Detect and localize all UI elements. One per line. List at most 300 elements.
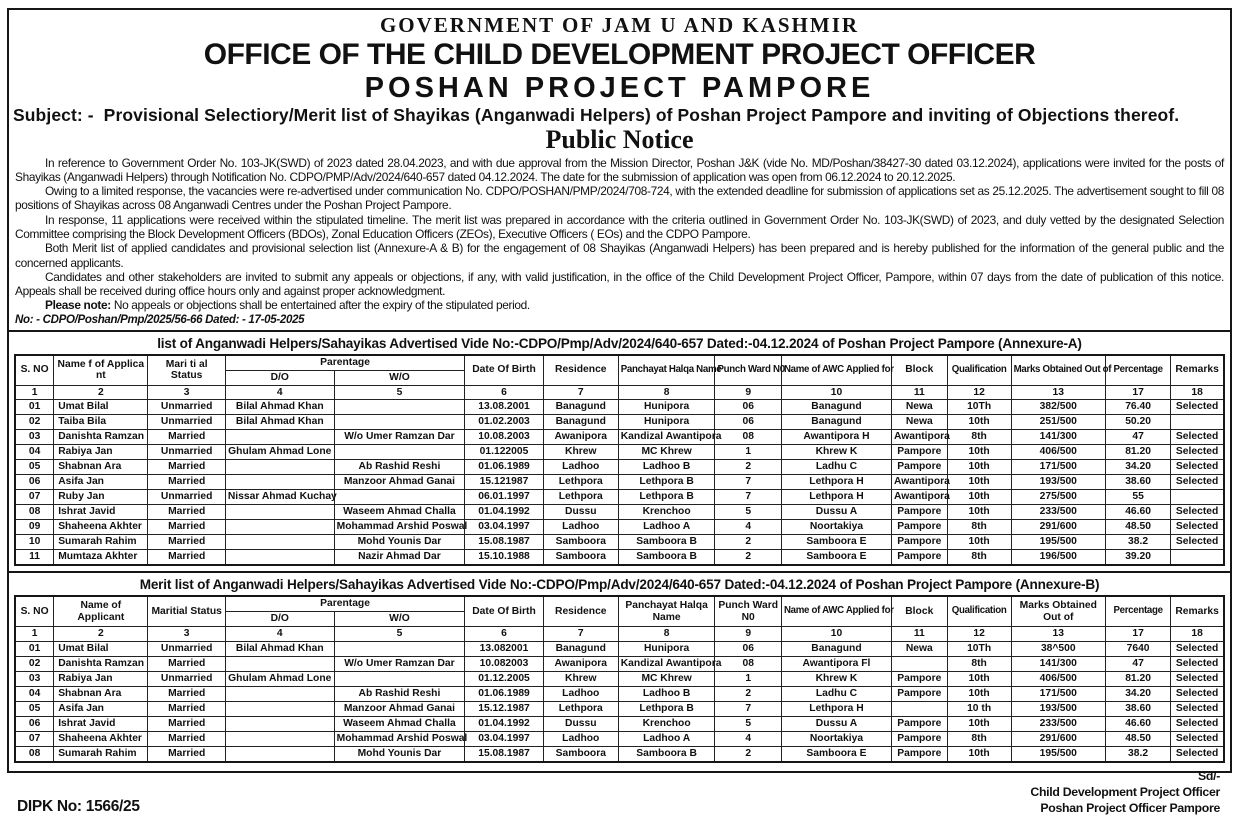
table-cell: Banagund bbox=[543, 641, 618, 656]
table-cell: Mumtaza Akhter bbox=[54, 550, 148, 566]
col-header-wo: W/O bbox=[334, 370, 465, 385]
column-number-cell: 1 bbox=[15, 627, 54, 642]
table-cell: Nazir Ahmad Dar bbox=[334, 550, 465, 566]
table-cell: 193/500 bbox=[1011, 701, 1105, 716]
table-cell: 01.04.1992 bbox=[465, 505, 544, 520]
document-frame bbox=[7, 8, 1232, 815]
table-cell: 291/600 bbox=[1011, 520, 1105, 535]
table-cell: Khrew K bbox=[781, 445, 891, 460]
table-cell: Pampore bbox=[891, 505, 947, 520]
table-cell: 01.122005 bbox=[465, 445, 544, 460]
table-cell: 8th bbox=[947, 656, 1011, 671]
table-cell: 233/500 bbox=[1011, 716, 1105, 731]
reference-line: No: - CDPO/Poshan/Pmp/2025/56-66 Dated: - 17-05-2025 bbox=[15, 313, 305, 326]
table-cell: 13.082001 bbox=[465, 641, 544, 656]
table-cell: 195/500 bbox=[1011, 746, 1105, 762]
table-cell: Unmarried bbox=[148, 641, 225, 656]
table-cell: Khrew bbox=[543, 671, 618, 686]
table-cell: Pampore bbox=[891, 445, 947, 460]
signature-block bbox=[1030, 769, 1224, 817]
table-cell: Banagund bbox=[781, 641, 891, 656]
table-cell: 76.40 bbox=[1105, 400, 1170, 415]
table-cell bbox=[225, 475, 334, 490]
table-cell: 2 bbox=[715, 686, 781, 701]
table-cell: Ab Rashid Reshi bbox=[334, 686, 465, 701]
table-row bbox=[15, 671, 1224, 686]
col-header-marks: Marks Obtained Out of bbox=[1011, 596, 1105, 627]
table-cell: Ishrat Javid bbox=[54, 716, 148, 731]
col-header-date-of-birth: Date Of Birth bbox=[465, 355, 544, 386]
col-header-parentage: Parentage bbox=[225, 355, 464, 371]
table-cell: 08 bbox=[715, 656, 781, 671]
notice-paragraph: Owing to a limited response, the vacancies were re-advertised under communication No. CDPO/POSHAN/PMP/2024/708-724, with the extended deadline for submission of applications set as 25.12.2025. The advertisement sought to fill 08 positions of Shayikas across 08 Anganwadi Centres under the Poshan Project Pampore. bbox=[15, 184, 1224, 213]
table-cell: Samboora bbox=[543, 535, 618, 550]
table-cell bbox=[1171, 415, 1224, 430]
column-number-cell: 8 bbox=[618, 627, 715, 642]
table-cell: Mohammad Arshid Poswal bbox=[334, 520, 465, 535]
table-cell: Umat Bilal bbox=[54, 400, 148, 415]
notice-paragraph: Both Merit list of applied candidates and provisional selection list (Annexure-A & B) for the engagement of 08 Shayikas (Anganwadi Helpers) has been prepared and is hereby published for the information of the general public and the concerned applicants. bbox=[15, 241, 1224, 270]
table-cell: Samboora E bbox=[781, 746, 891, 762]
table-cell: Taiba Bila bbox=[54, 415, 148, 430]
table-cell: Pampore bbox=[891, 520, 947, 535]
table-cell: Ladhu C bbox=[781, 460, 891, 475]
table-cell: 02 bbox=[15, 656, 54, 671]
col-header-wo: W/O bbox=[334, 612, 465, 627]
table-cell: Noortakiya bbox=[781, 520, 891, 535]
column-number-cell: 2 bbox=[54, 627, 148, 642]
table-cell: 05 bbox=[15, 460, 54, 475]
table-cell: Dussu A bbox=[781, 505, 891, 520]
table-row bbox=[15, 415, 1224, 430]
table-cell: Hunipora bbox=[618, 641, 715, 656]
table-cell: Pampore bbox=[891, 550, 947, 566]
table-cell: 171/500 bbox=[1011, 460, 1105, 475]
table-row bbox=[15, 460, 1224, 475]
table-cell: Danishta Ramzan bbox=[54, 430, 148, 445]
table-cell: 03.04.1997 bbox=[465, 731, 544, 746]
table-cell: 03.04.1997 bbox=[465, 520, 544, 535]
table-cell: 47 bbox=[1105, 656, 1170, 671]
table-cell: MC Khrew bbox=[618, 445, 715, 460]
table-cell: Waseem Ahmad Challa bbox=[334, 716, 465, 731]
office-line: OFFICE OF THE CHILD DEVELOPMENT PROJECT OFFICER bbox=[203, 38, 1036, 72]
table-cell: 195/500 bbox=[1011, 535, 1105, 550]
table-cell: Ladhoo bbox=[543, 686, 618, 701]
table-cell: Khrew bbox=[543, 445, 618, 460]
table-cell: Married bbox=[148, 430, 225, 445]
col-header-name: Name of Applicant bbox=[54, 596, 148, 627]
table-cell: 01.02.2003 bbox=[465, 415, 544, 430]
signatory-title-line2: Poshan Project Officer Pampore bbox=[1040, 800, 1220, 815]
table-header-row bbox=[15, 355, 1224, 371]
table-cell: Selected bbox=[1171, 520, 1224, 535]
table-cell: 10th bbox=[947, 445, 1011, 460]
table-cell: 10th bbox=[947, 671, 1011, 686]
col-header-punch-ward: Punch Ward N0 bbox=[715, 596, 781, 627]
dipk-number: DIPK No: 1566/25 bbox=[17, 797, 140, 815]
table-cell: Krenchoo bbox=[618, 505, 715, 520]
table-cell: Shaheena Akhter bbox=[54, 520, 148, 535]
table-cell: 15.10.1988 bbox=[465, 550, 544, 566]
project-line: POSHAN PROJECT PAMPORE bbox=[364, 71, 875, 104]
table-cell: Selected bbox=[1171, 641, 1224, 656]
table-cell: Noortakiya bbox=[781, 731, 891, 746]
table-cell: Ladhoo bbox=[543, 520, 618, 535]
column-number-cell: 18 bbox=[1171, 385, 1224, 400]
table-row bbox=[15, 656, 1224, 671]
table-cell: 2 bbox=[715, 535, 781, 550]
table-row bbox=[15, 475, 1224, 490]
table-cell bbox=[225, 686, 334, 701]
table-cell: Unmarried bbox=[148, 445, 225, 460]
table-cell: Samboora bbox=[543, 746, 618, 762]
table-cell: 06 bbox=[715, 415, 781, 430]
col-header-residence: Residence bbox=[543, 596, 618, 627]
table-cell: 08 bbox=[715, 430, 781, 445]
government-line: GOVERNMENT OF JAM U AND KASHMIR bbox=[379, 13, 860, 37]
table-cell: Ghulam Ahmad Lone bbox=[225, 445, 334, 460]
table-cell: Umat Bilal bbox=[54, 641, 148, 656]
please-note-text: No appeals or objections shall be entertained after the expiry of the stipulated period. bbox=[113, 298, 530, 313]
table-cell bbox=[225, 701, 334, 716]
table-cell: Lethpora bbox=[543, 490, 618, 505]
table-cell bbox=[334, 641, 465, 656]
table-cell: W/o Umer Ramzan Dar bbox=[334, 656, 465, 671]
table-row bbox=[15, 430, 1224, 445]
subject-text: Provisional Selectiory/Merit list of Shayikas (Anganwadi Helpers) of Poshan Project Pampore and inviting of Objections thereof. bbox=[103, 104, 1180, 125]
table-cell: Selected bbox=[1171, 430, 1224, 445]
table-cell: 2 bbox=[715, 460, 781, 475]
table-cell: Manzoor Ahmad Ganai bbox=[334, 475, 465, 490]
annexure-b-title: Merit list of Anganwadi Helpers/Sahayikas Advertised Vide No:-CDPO/Pmp/Adv/2024/640-657 Dated:-04.12.2024 of Poshan Project Pampore (Annexure-B) bbox=[139, 577, 1100, 593]
table-cell bbox=[225, 505, 334, 520]
table-cell: Lethpora B bbox=[618, 701, 715, 716]
col-header-marital-status: Maritial Status bbox=[148, 596, 225, 627]
table-cell: 10th bbox=[947, 686, 1011, 701]
table-cell: Mohd Younis Dar bbox=[334, 746, 465, 762]
table-cell: Pampore bbox=[891, 746, 947, 762]
table-cell: 8th bbox=[947, 520, 1011, 535]
table-cell: 48.50 bbox=[1105, 731, 1170, 746]
table-cell: 10.08.2003 bbox=[465, 430, 544, 445]
column-number-cell: 11 bbox=[891, 627, 947, 642]
table-cell: 34.20 bbox=[1105, 460, 1170, 475]
table-cell: Selected bbox=[1171, 701, 1224, 716]
table-cell: Banagund bbox=[543, 415, 618, 430]
table-cell bbox=[225, 656, 334, 671]
table-cell: Dussu A bbox=[781, 716, 891, 731]
table-cell: Married bbox=[148, 535, 225, 550]
table-cell bbox=[225, 430, 334, 445]
table-row bbox=[15, 535, 1224, 550]
table-cell: Married bbox=[148, 746, 225, 762]
table-cell: 4 bbox=[715, 520, 781, 535]
table-cell bbox=[334, 671, 465, 686]
signatory-title-line1: Child Development Project Officer bbox=[1030, 784, 1220, 799]
table-cell: 01.06.1989 bbox=[465, 686, 544, 701]
table-cell: Married bbox=[148, 505, 225, 520]
col-header-panchayat: Panchayat Halqa Name bbox=[618, 355, 715, 386]
table-cell: Manzoor Ahmad Ganai bbox=[334, 701, 465, 716]
table-cell: Married bbox=[148, 731, 225, 746]
table-cell: 39.20 bbox=[1105, 550, 1170, 566]
annexure-a-section bbox=[9, 330, 1230, 570]
table-cell: Samboora E bbox=[781, 550, 891, 566]
table-cell: 04 bbox=[15, 686, 54, 701]
table-cell: 38.60 bbox=[1105, 701, 1170, 716]
table-cell: 01.06.1989 bbox=[465, 460, 544, 475]
table-cell: 8th bbox=[947, 731, 1011, 746]
table-cell: Married bbox=[148, 686, 225, 701]
table-cell: Ladhoo bbox=[543, 460, 618, 475]
table-cell: 34.20 bbox=[1105, 686, 1170, 701]
table-cell: Selected bbox=[1171, 686, 1224, 701]
table-cell bbox=[334, 415, 465, 430]
table-cell: 13.08.2001 bbox=[465, 400, 544, 415]
table-row bbox=[15, 505, 1224, 520]
table-cell: Awanipora bbox=[543, 430, 618, 445]
column-number-cell: 9 bbox=[715, 627, 781, 642]
table-row bbox=[15, 641, 1224, 656]
col-header-date-of-birth: Date Of Birth bbox=[465, 596, 544, 627]
table-cell bbox=[225, 520, 334, 535]
table-cell: Dussu bbox=[543, 716, 618, 731]
table-cell: 10th bbox=[947, 746, 1011, 762]
document-footer bbox=[9, 766, 1230, 817]
table-cell: Kandizal Awantipora bbox=[618, 430, 715, 445]
table-cell: Newa bbox=[891, 641, 947, 656]
table-row bbox=[15, 716, 1224, 731]
table-cell: 11 bbox=[15, 550, 54, 566]
table-cell: Waseem Ahmad Challa bbox=[334, 505, 465, 520]
table-cell: Married bbox=[148, 656, 225, 671]
table-cell: Ab Rashid Reshi bbox=[334, 460, 465, 475]
table-row bbox=[15, 686, 1224, 701]
column-number-cell: 7 bbox=[543, 627, 618, 642]
table-cell: Lethpora B bbox=[618, 475, 715, 490]
table-cell: 46.60 bbox=[1105, 716, 1170, 731]
table-cell: Bilal Ahmad Khan bbox=[225, 415, 334, 430]
table-cell: 171/500 bbox=[1011, 686, 1105, 701]
table-cell: 01 bbox=[15, 641, 54, 656]
table-cell: Ladhoo bbox=[543, 731, 618, 746]
table-cell: Ghulam Ahmad Lone bbox=[225, 671, 334, 686]
table-cell: 7640 bbox=[1105, 641, 1170, 656]
table-cell: Lethpora H bbox=[781, 490, 891, 505]
table-cell: 08 bbox=[15, 746, 54, 762]
table-cell: 7 bbox=[715, 490, 781, 505]
column-number-cell: 1 bbox=[15, 385, 54, 400]
col-header-do: D/O bbox=[225, 612, 334, 627]
table-cell: Danishta Ramzan bbox=[54, 656, 148, 671]
table-cell: Unmarried bbox=[148, 671, 225, 686]
table-cell: Married bbox=[148, 520, 225, 535]
col-header-block: Block bbox=[891, 355, 947, 386]
table-cell: 2 bbox=[715, 746, 781, 762]
table-cell: Unmarried bbox=[148, 415, 225, 430]
table-cell: Selected bbox=[1171, 656, 1224, 671]
notice-paragraph: In reference to Government Order No. 103-JK(SWD) of 2023 dated 28.04.2023, and with due approval from the Mission Director, Poshan J&K (vide No. MD/Poshan/38427-30 dated 03.12.2024), applications were invited for the posts of Shayikas (Anganwadi Helpers) through Notification No. CDPO/PMP/Adv/2024/640-657 dated 04.12.2024. The date for the submission of application was open from 06.12.2024 to 20.12.2025. bbox=[15, 155, 1224, 184]
table-row bbox=[15, 550, 1224, 566]
table-cell: 406/500 bbox=[1011, 671, 1105, 686]
table-row bbox=[15, 731, 1224, 746]
table-cell: Unmarried bbox=[148, 490, 225, 505]
table-cell: Awantipora H bbox=[781, 430, 891, 445]
table-cell: Samboora B bbox=[618, 746, 715, 762]
column-number-cell: 7 bbox=[543, 385, 618, 400]
col-header-block: Block bbox=[891, 596, 947, 627]
table-cell: 251/500 bbox=[1011, 415, 1105, 430]
annexure-b-section bbox=[9, 571, 1230, 766]
table-cell: 15.121987 bbox=[465, 475, 544, 490]
table-cell: Banagund bbox=[781, 415, 891, 430]
table-cell: Ladhoo A bbox=[618, 731, 715, 746]
table-cell: 5 bbox=[715, 505, 781, 520]
table-cell: 5 bbox=[715, 716, 781, 731]
column-number-cell: 12 bbox=[947, 627, 1011, 642]
column-number-cell: 5 bbox=[334, 385, 465, 400]
table-cell: Pampore bbox=[891, 460, 947, 475]
table-cell: Krenchoo bbox=[618, 716, 715, 731]
table-cell: 15.12.1987 bbox=[465, 701, 544, 716]
table-cell: 08 bbox=[15, 505, 54, 520]
column-number-cell: 3 bbox=[148, 627, 225, 642]
table-cell: Hunipora bbox=[618, 400, 715, 415]
table-cell: 06 bbox=[715, 641, 781, 656]
table-cell: 03 bbox=[15, 671, 54, 686]
table-row bbox=[15, 400, 1224, 415]
col-header-marital-status: Mari ti al Status bbox=[148, 355, 225, 386]
subject-line bbox=[9, 103, 1230, 125]
table-cell: Unmarried bbox=[148, 400, 225, 415]
table-cell: Awanipora bbox=[543, 656, 618, 671]
table-cell: Married bbox=[148, 716, 225, 731]
table-cell: 10th bbox=[947, 716, 1011, 731]
please-note-paragraph bbox=[15, 298, 1224, 312]
notice-title: Public Notice bbox=[545, 125, 694, 155]
table-cell: Selected bbox=[1171, 671, 1224, 686]
table-cell: 10th bbox=[947, 535, 1011, 550]
table-cell: Shabnan Ara bbox=[54, 686, 148, 701]
column-number-cell: 10 bbox=[781, 385, 891, 400]
table-cell: 382/500 bbox=[1011, 400, 1105, 415]
table-cell: Lethpora bbox=[543, 475, 618, 490]
table-cell: Asifa Jan bbox=[54, 475, 148, 490]
table-cell: MC Khrew bbox=[618, 671, 715, 686]
table-cell: Rabiya Jan bbox=[54, 671, 148, 686]
table-cell: Lethpora H bbox=[781, 475, 891, 490]
table-cell: Selected bbox=[1171, 731, 1224, 746]
table-cell: Pampore bbox=[891, 716, 947, 731]
table-cell: Selected bbox=[1171, 445, 1224, 460]
table-cell: 04 bbox=[15, 445, 54, 460]
table-cell: 7 bbox=[715, 701, 781, 716]
table-cell: Married bbox=[148, 701, 225, 716]
table-cell: Selected bbox=[1171, 475, 1224, 490]
table-cell: Banagund bbox=[781, 400, 891, 415]
col-header-qualification: Qualification bbox=[947, 355, 1011, 386]
table-cell: 05 bbox=[15, 701, 54, 716]
table-cell: 50.20 bbox=[1105, 415, 1170, 430]
table-cell: 406/500 bbox=[1011, 445, 1105, 460]
notice-paragraph: Candidates and other stakeholders are invited to submit any appeals or objections, if any, with valid justification, in the office of the Child Development Project Officer, Pampore, within 07 days from the date of publication of this notice. Appeals shall be received during office hours only and against proper acknowledgment. bbox=[15, 269, 1224, 299]
table-cell bbox=[334, 490, 465, 505]
please-note-label: Please note: bbox=[45, 298, 111, 313]
column-number-cell: 2 bbox=[54, 385, 148, 400]
table-cell: 10th bbox=[947, 490, 1011, 505]
col-header-remarks: Remarks bbox=[1171, 596, 1224, 627]
table-cell: 7 bbox=[715, 475, 781, 490]
column-number-cell: 4 bbox=[225, 385, 334, 400]
table-cell: Awantipora Fl bbox=[781, 656, 891, 671]
table-cell bbox=[1171, 550, 1224, 566]
table-cell: 10 bbox=[15, 535, 54, 550]
table-cell: Pampore bbox=[891, 731, 947, 746]
col-header-panchayat: Panchayat Halqa Name bbox=[618, 596, 715, 627]
table-cell: Lethpora B bbox=[618, 490, 715, 505]
table-cell: Samboora B bbox=[618, 535, 715, 550]
table-cell: Selected bbox=[1171, 460, 1224, 475]
table-cell: 10th bbox=[947, 460, 1011, 475]
column-number-cell: 18 bbox=[1171, 627, 1224, 642]
column-number-cell: 4 bbox=[225, 627, 334, 642]
table-cell: 81.20 bbox=[1105, 445, 1170, 460]
column-number-cell: 8 bbox=[618, 385, 715, 400]
table-cell: 2 bbox=[715, 550, 781, 566]
table-cell: Newa bbox=[891, 415, 947, 430]
table-cell: Selected bbox=[1171, 716, 1224, 731]
table-cell bbox=[225, 731, 334, 746]
table-cell: 47 bbox=[1105, 430, 1170, 445]
table-cell: 38.2 bbox=[1105, 746, 1170, 762]
col-header-s-no: S. NO bbox=[15, 355, 54, 386]
column-number-cell: 12 bbox=[947, 385, 1011, 400]
col-header-punch-ward: Punch Ward N0 bbox=[715, 355, 781, 386]
table-cell: 8th bbox=[947, 430, 1011, 445]
table-cell: 38^500 bbox=[1011, 641, 1105, 656]
table-cell: 48.50 bbox=[1105, 520, 1170, 535]
table-cell: Awantipora bbox=[891, 490, 947, 505]
table-cell: 01 bbox=[15, 400, 54, 415]
table-cell: Samboora E bbox=[781, 535, 891, 550]
table-cell: 10.082003 bbox=[465, 656, 544, 671]
table-cell: Ladhoo A bbox=[618, 520, 715, 535]
table-cell: Ladhu C bbox=[781, 686, 891, 701]
table-cell: Pampore bbox=[891, 686, 947, 701]
table-cell: 46.60 bbox=[1105, 505, 1170, 520]
table-cell: Asifa Jan bbox=[54, 701, 148, 716]
table-cell: Awantipora bbox=[891, 475, 947, 490]
table-cell: Nissar Ahmad Kuchay bbox=[225, 490, 334, 505]
table-row bbox=[15, 490, 1224, 505]
table-cell: Married bbox=[148, 460, 225, 475]
column-number-cell: 13 bbox=[1011, 385, 1105, 400]
col-header-percentage: Percentage bbox=[1105, 596, 1170, 627]
column-number-cell: 3 bbox=[148, 385, 225, 400]
table-cell: Awantipora bbox=[891, 430, 947, 445]
table-cell: Lethpora bbox=[543, 701, 618, 716]
table-cell: Selected bbox=[1171, 505, 1224, 520]
column-number-cell: 6 bbox=[465, 385, 544, 400]
table-cell: 03 bbox=[15, 430, 54, 445]
col-header-do: D/O bbox=[225, 370, 334, 385]
table-cell: 01.04.1992 bbox=[465, 716, 544, 731]
table-cell: Hunipora bbox=[618, 415, 715, 430]
column-number-cell: 10 bbox=[781, 627, 891, 642]
table-cell: 38.2 bbox=[1105, 535, 1170, 550]
table-cell: 193/500 bbox=[1011, 475, 1105, 490]
